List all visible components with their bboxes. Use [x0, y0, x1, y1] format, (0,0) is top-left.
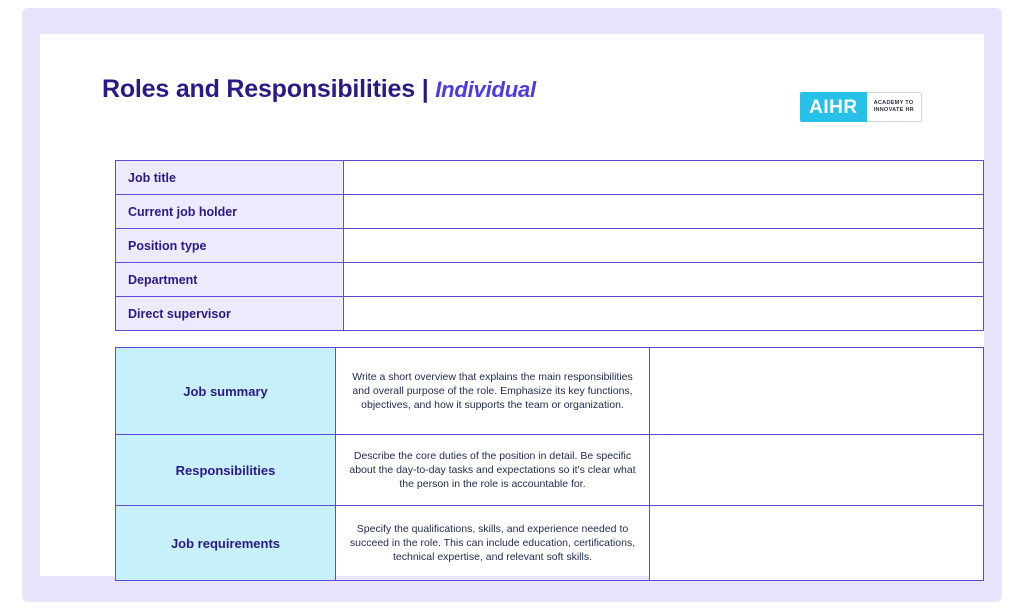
- aihr-logo-line2: INNOVATE HR: [873, 107, 914, 113]
- aihr-logo: [800, 92, 922, 122]
- info-value-job-title[interactable]: [344, 161, 984, 195]
- detail-section-job-summary: Job summary: [116, 348, 336, 435]
- document-background: [22, 8, 1002, 602]
- info-label-department: Department: [116, 263, 344, 297]
- info-label-current-job-holder: Current job holder: [116, 195, 344, 229]
- detail-value-responsibilities[interactable]: [650, 435, 984, 506]
- page-title-sub: Individual: [435, 77, 536, 102]
- table-row: [116, 229, 984, 263]
- table-row: [116, 435, 984, 506]
- table-row: [116, 297, 984, 331]
- job-detail-table: [115, 347, 984, 581]
- job-info-table: [115, 160, 984, 331]
- info-label-position-type: Position type: [116, 229, 344, 263]
- aihr-logo-text: [867, 92, 922, 122]
- aihr-logo-line1: ACADEMY TO: [873, 100, 914, 106]
- table-row: [116, 506, 984, 581]
- info-value-current-job-holder[interactable]: [344, 195, 984, 229]
- table-row: [116, 263, 984, 297]
- detail-section-responsibilities: Responsibilities: [116, 435, 336, 506]
- document-header: [102, 74, 944, 122]
- info-value-department[interactable]: [344, 263, 984, 297]
- table-row: [116, 161, 984, 195]
- detail-section-job-requirements: Job requirements: [116, 506, 336, 581]
- info-value-direct-supervisor[interactable]: [344, 297, 984, 331]
- detail-hint-job-requirements: Specify the qualifications, skills, and experience needed to succeed in the role. This can include education, certifications, technical expertise, and relevant soft skills.: [336, 506, 650, 581]
- info-value-position-type[interactable]: [344, 229, 984, 263]
- page-title-separator: |: [421, 75, 429, 103]
- table-row: [116, 195, 984, 229]
- table-row: [116, 348, 984, 435]
- detail-value-job-requirements[interactable]: [650, 506, 984, 581]
- aihr-logo-mark: AIHR: [800, 92, 866, 122]
- detail-hint-job-summary: Write a short overview that explains the main responsibilities and overall purpose of the role. Emphasize its key functions, objectives, and how it supports the team or organization.: [336, 348, 650, 435]
- detail-hint-responsibilities: Describe the core duties of the position in detail. Be specific about the day-to-day tasks and expectations so it's clear what the person in the role is accountable for.: [336, 435, 650, 506]
- detail-value-job-summary[interactable]: [650, 348, 984, 435]
- info-label-direct-supervisor: Direct supervisor: [116, 297, 344, 331]
- info-label-job-title: Job title: [116, 161, 344, 195]
- page-title-main: Roles and Responsibilities: [102, 75, 415, 103]
- document-card: [40, 34, 984, 576]
